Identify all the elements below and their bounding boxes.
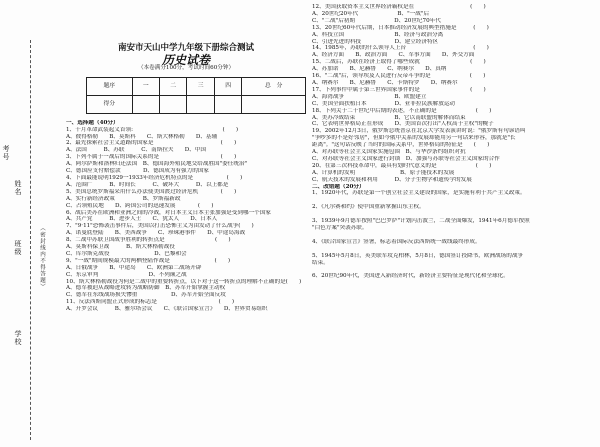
question-line: 15、二战后，苏联在经济上取得了哪些成就 ( ) — [312, 59, 486, 66]
question-line: C、德军在东线战场损失惨重 D、苏军开始全面反攻 — [66, 292, 226, 299]
question-line: 5、美国总统罗斯福采用什么办法使美国渡过经济危机 ( ) — [66, 188, 237, 195]
question-line: C、德国应支付赔偿款 D、德国成为有强力的国家 — [66, 168, 210, 175]
question-line: 4、《联合国家宣言》签署，标志着国际反法西斯统一战线最终形成。 — [312, 238, 481, 245]
exam-number-label: 考号 — [2, 145, 10, 161]
question-line: 7、"9·11"恐怖袭击事件后，美国以打击恐怖主义为由发动了什么战争( ) — [66, 223, 254, 230]
question-line: C、东京审判 D、不列颠之战 — [66, 271, 187, 278]
question-line: 4、下面最能说明1929一1933年经济危机特点的是 ( ) — [66, 174, 243, 181]
question-line: A、诺曼底登陆 B、美西战争 C、珍珠港事件 D、中途岛海战 — [66, 230, 246, 237]
right-column — [312, 4, 596, 280]
question-line: C、对苏联等社会主义国家进行封锁 D、加强与苏联等社会主义国家的合作 — [312, 155, 500, 162]
question-line: A、实行新经济政策 B、罗斯福新政 — [66, 195, 181, 202]
question-line: 2、最先探索社会主义道路的国家是 ( ) — [66, 140, 237, 147]
question-line: 1、1920年代，苏联是第一个创立社会主义建设的国家，是实施有利于共产主义政策。 — [312, 190, 526, 197]
score-input-cell[interactable] — [187, 95, 214, 113]
question-line: C、库尔斯克战役 D、巴黎和会 — [66, 250, 187, 257]
question-line — [312, 246, 596, 253]
question-line — [312, 197, 596, 204]
question-line: 17、下列事件中属于第三世界国家事件的是 ( ) — [312, 86, 486, 93]
seal-dashed-line — [30, 40, 31, 440]
exam-title: 南安市天山中学九年级下册综合测试 — [117, 43, 254, 53]
question-line: A、经济方面 B、政治方面 C、军事方面 D、外交方面 — [312, 52, 475, 59]
school-label: 学校 — [14, 330, 22, 346]
question-line: 12、美国获取资本主义世界经济霸权是在 ( ) — [312, 4, 486, 10]
exam-subtitle: 历史试卷 — [161, 52, 210, 67]
score-input-cell[interactable] — [132, 95, 159, 113]
question-line: 结束。 — [312, 259, 329, 266]
score-table-score-row — [87, 95, 306, 113]
question-line: 20、在第三次科技革命中，最具有划时代意义的是 ( ) — [312, 162, 492, 169]
question-line: 3、1939年9月德军按照"巴巴罗萨"计划闪击波兰，二战全面爆发，1941年6月德军按照 — [312, 218, 530, 225]
question-line: 8、二战中苏联卫国战争胜利的转折点是 ( ) — [66, 237, 231, 244]
question-line: A、范围广 B、时间长 C、破坏大 D、以上都是 — [66, 181, 229, 188]
question-line: 13、20世纪60年代后期，日本推动经济发展的典型措施是 ( ) — [312, 24, 489, 31]
question-line: A、法国 B、苏联 C、南斯拉夫 D、中国 — [66, 147, 206, 154]
question-line: C、引进先进的科技 D、建立经济特区 — [312, 38, 439, 45]
question-line: 9、"一战"期间规模最大的两栖登陆作战是 ( ) — [66, 257, 231, 264]
question-line: A、海湾战争 B、欧盟建立 — [312, 93, 427, 100]
score-cell: 得分 — [87, 95, 133, 113]
score-cell: 三 — [187, 77, 214, 95]
score-cell: 二 — [159, 77, 186, 95]
score-cell: 四 — [214, 77, 241, 95]
left-questions — [66, 120, 306, 313]
question-line: 5、1945年5月8日，英美联军攻克柏林，5月8日，德国签订投降书，欧洲战场的战争 — [312, 252, 524, 259]
question-line: "争吵多的不是好邻居"，但如今俄中关系的发展却能用另一句话来形容，那就是"长 — [312, 135, 516, 142]
class-label: 班级 — [14, 240, 22, 256]
score-cell: 一 — [132, 77, 159, 95]
question-line: A、科技立国 B、经济与政治分离 — [312, 31, 444, 38]
question-line: A、开罗会议 B、雅尔塔会议 C、《联合国家宣言》 D、世界贸易组织 — [66, 306, 268, 313]
question-line: 16、"二战"后，领导埃及人民进行反帝斗争的是 ( ) — [312, 73, 486, 80]
question-line: C、美国全面扶植日本 D、亚非拉民族解放运动 — [312, 100, 456, 107]
question-line: A、美苏冷战结束 B、它以南联盟的解体而结束 — [312, 114, 466, 121]
question-line: A、共产党 B、进步人士 C、犹太人 D、日本人 — [66, 216, 218, 223]
question-line: A、日俄战争 B、中途岛 C、欧洲第二战场开辟 — [66, 264, 202, 271]
question-line: A、彼得格勒 B、莫斯科 C、斯大林格勒 D、基辅 — [66, 133, 218, 140]
question-line: 18、下列关于二十世纪中后期的表述，不正确的是 ( ) — [312, 107, 492, 114]
question-line: 距离"。"这句话反映了当时的国际关系中，世界格局的特征是 ( ) — [312, 142, 490, 149]
left-column — [66, 45, 306, 313]
score-table — [86, 77, 306, 114]
question-line — [312, 211, 596, 218]
question-line: 11、反法西斯同盟正式形成的标志是 ( ) — [66, 299, 235, 306]
question-line: A、莫斯科保卫战 B、斯大林格勒战役 — [66, 244, 175, 251]
question-line: 6、20世纪90年代，美国进入新经济时代，新经济主要特征是现代化和全球化。 — [312, 273, 509, 280]
question-line: 1、十月革命武装起义首领: ( ) — [66, 126, 239, 133]
question-line — [312, 266, 596, 273]
score-input-cell[interactable] — [242, 95, 306, 113]
question-line: A、计算机的发明 B、原子能技术的发展 — [312, 169, 455, 176]
question-line: 6、战后美苏在欧洲和亚洲之间的冷战，对日本主义日本主张加强是受到哪一个国家 — [66, 209, 271, 216]
question-line: 一、选择题（40分） — [66, 119, 119, 126]
seal-notice: （密封线内不得答题） — [39, 225, 45, 290]
question-line: A、20世纪20年代 B、"一战"后 — [312, 10, 430, 17]
score-input-cell[interactable] — [214, 95, 241, 113]
binding-margin — [0, 0, 64, 447]
question-line: C、占领殖民地 D、跨国公司的迅速发展 ( ) — [66, 202, 214, 209]
question-line: C、它表明世界格局正在形成 D、美国首次打出"人权高于主权"的幌子 — [312, 121, 494, 128]
question-line: 二、改错题（20分） — [312, 183, 365, 190]
question-line: C、"二战"后初期 D、20世纪70年代 — [312, 17, 441, 24]
question-line: A、德军被迫从战略进攻转为战略防御 B、苏军开始掌握主动权 — [66, 285, 226, 292]
score-cell: 总 分 — [242, 77, 306, 95]
question-line: 10、斯大林格勒战役为何是二战中的重要转折点，以下对于这一转折点的理解不正确的是( ) — [66, 278, 302, 285]
name-label: 姓名 — [14, 180, 22, 196]
question-line: A、苏加诺 B、尼赫鲁 C、纳赛尔 D、真纳 — [312, 66, 447, 73]
question-line: C、航天技术的发展和利用 D、分子生物学和遗传学的发展 — [312, 176, 472, 183]
score-input-cell[interactable] — [159, 95, 186, 113]
score-cell: 题序 — [87, 77, 133, 95]
question-line: 14、1985年，苏联的什么领导人上台 ( ) — [312, 45, 489, 52]
question-line — [312, 232, 596, 239]
exam-note: （本卷满分100分，考试时间60分钟） — [137, 64, 235, 71]
question-line: A、对苏联等社会主义国家实施包围 B、与华沙条约组织对抗 — [312, 149, 466, 156]
score-table-header-row — [87, 77, 306, 95]
question-line: A、纳赛尔 B、尼赫鲁 C、卡斯特罗 D、纳赛尔 — [312, 79, 458, 86]
question-line: "白色方案"突袭苏联。 — [312, 225, 368, 231]
question-line: A、阿尔萨斯和洛林归还法国 B、德国海外殖民地交给战胜国"委任统治" — [66, 161, 248, 168]
question-line: 3、下列不属于一战后的国际关系的是 ( ) — [66, 154, 237, 161]
right-questions — [312, 4, 596, 280]
question-line: 2、《凡尔赛和约》使中国重新掌握山东主权。 — [312, 204, 425, 211]
question-line: 19、2002年12月3日，俄罗斯总统普京在北京大学发表演讲时说："俄罗斯有句谚语叫 — [312, 128, 526, 135]
